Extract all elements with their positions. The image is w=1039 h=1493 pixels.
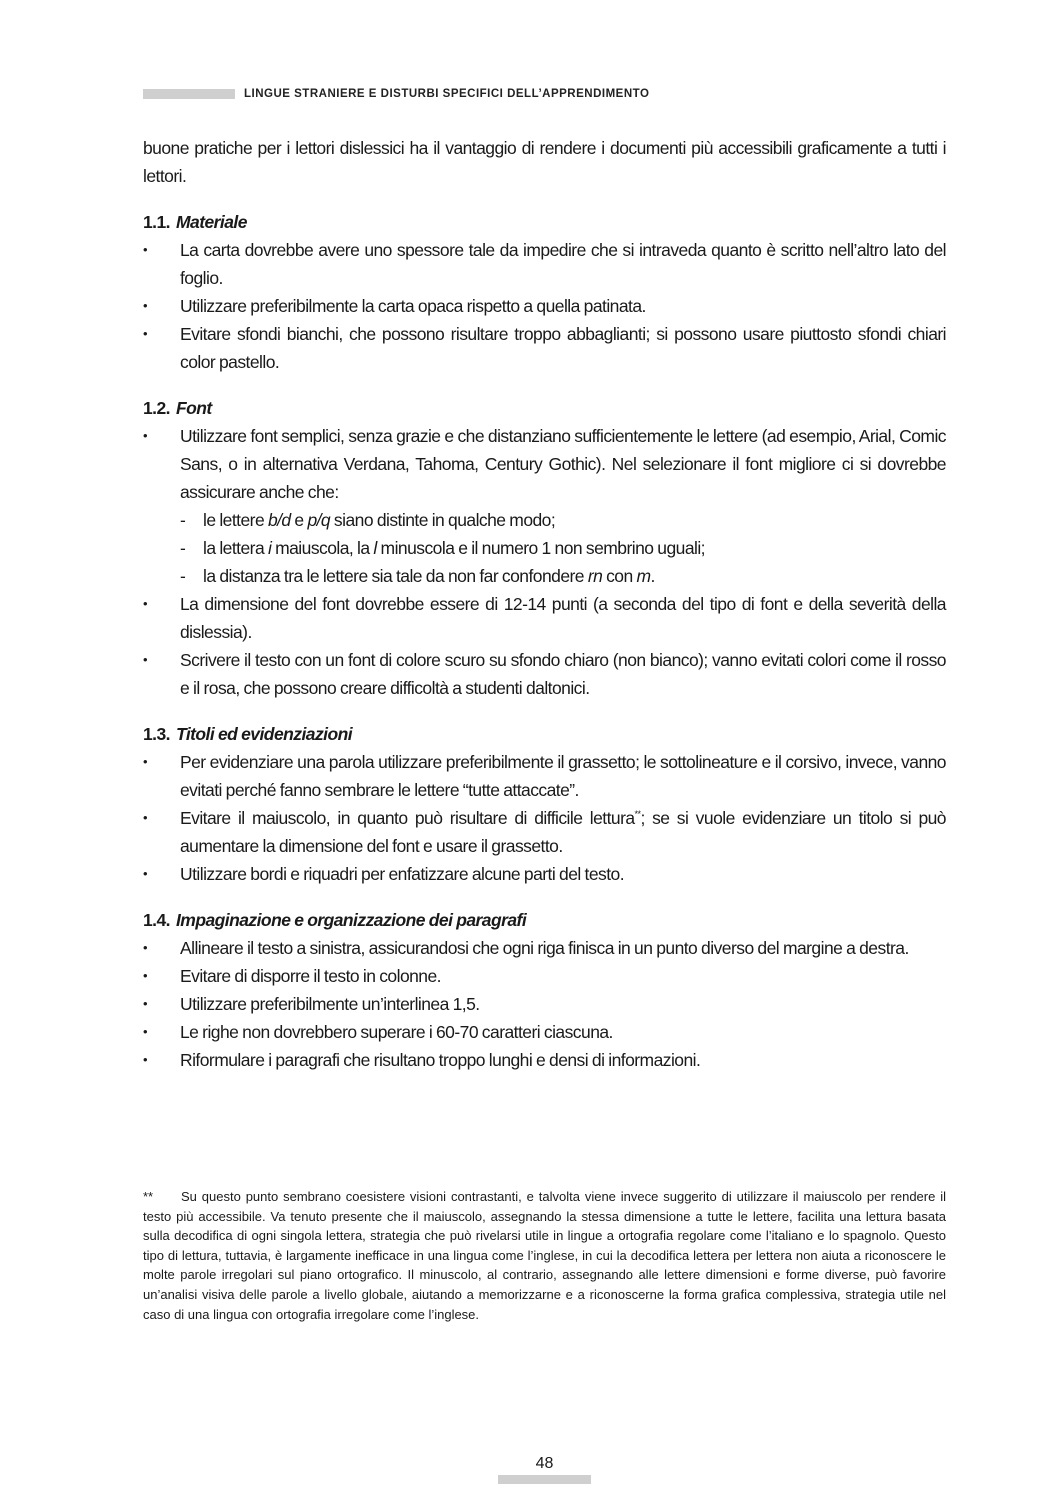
text: maiuscola, la: [271, 538, 374, 558]
section-heading: [143, 906, 946, 934]
list-item: • La dimensione del font dovrebbe essere di 12-14 punti (a seconda del tipo di font e della severità della dislessia).: [143, 590, 946, 646]
page-number: 48: [535, 1455, 554, 1472]
italic-text: p/q: [307, 510, 331, 530]
list-item: [143, 804, 946, 860]
section-number: 1.2.: [143, 398, 170, 418]
text: con: [602, 566, 637, 586]
bullet-list: [143, 236, 946, 376]
main-content: [143, 134, 946, 1074]
list-item: • Evitare sfondi bianchi, che possono risultare troppo abbaglianti; si possono usare piuttosto sfondi chiari color pastello.: [143, 320, 946, 376]
section-materiale: [143, 208, 946, 376]
list-item: • Utilizzare preferibilmente la carta opaca rispetto a quella patinata.: [143, 292, 946, 320]
running-header: [143, 86, 649, 102]
footnote: [143, 1187, 946, 1324]
section-title: Font: [176, 398, 212, 418]
intro-paragraph: buone pratiche per i lettori dislessici ha il vantaggio di rendere i documenti più accessibili graficamente a tutti i lettori.: [143, 138, 946, 186]
list-item: • Per evidenziare una parola utilizzare preferibilmente il grassetto; le sottolineature e il corsivo, invece, vanno evitati perché fanno sembrare le lettere “tutte attaccate”.: [143, 748, 946, 804]
sub-list-item: [180, 506, 946, 534]
text: minuscola e il numero 1 non sembrino uguali;: [376, 538, 705, 558]
section-heading: [143, 720, 946, 748]
bullet-list: [143, 422, 946, 702]
bullet-list: [143, 934, 946, 1074]
list-item-text: Utilizzare font semplici, senza grazie e che distanziano sufficientemente le lettere (ad esempio, Arial, Comic Sans, o in alternativa Verdana, Tahoma, Century Gothic). Nel selezionare il font migliore ci si dovrebbe assicurare anche che:: [180, 426, 946, 502]
list-item: • La carta dovrebbe avere uno spessore tale da impedire che si intraveda quanto è scritto nell’altro lato del foglio.: [143, 236, 946, 292]
list-item: • Evitare di disporre il testo in colonne.: [143, 962, 946, 990]
list-item: • Le righe non dovrebbero superare i 60-70 caratteri ciascuna.: [143, 1018, 946, 1046]
text: .: [650, 566, 655, 586]
section-number: 1.1.: [143, 212, 170, 232]
text: le lettere: [203, 510, 268, 530]
italic-text: b/d: [267, 510, 291, 530]
section-heading: [143, 394, 946, 422]
section-font: [143, 394, 946, 702]
italic-text: i: [267, 538, 272, 558]
text: siano distinte in qualche modo;: [330, 510, 556, 530]
list-item: • Riformulare i paragrafi che risultano troppo lunghi e densi di informazioni.: [143, 1046, 946, 1074]
sub-list-item: [180, 534, 946, 562]
list-item: • Scrivere il testo con un font di colore scuro su sfondo chiaro (non bianco); vanno evitati colori come il rosso e il rosa, che possono creare difficoltà a studenti daltonici.: [143, 646, 946, 702]
header-bar: [143, 89, 235, 99]
text: ; se si vuole evidenziare un titolo si può aumentare la dimensione del font e usare il grassetto.: [180, 808, 946, 856]
bullet-list: [143, 748, 946, 888]
section-heading: [143, 208, 946, 236]
footnote-ref[interactable]: **: [634, 809, 641, 820]
list-item: • Utilizzare bordi e riquadri per enfatizzare alcune parti del testo.: [143, 860, 946, 888]
italic-text: rn: [587, 566, 603, 586]
section-titoli: [143, 720, 946, 888]
text: e: [290, 510, 308, 530]
text: la distanza tra le lettere sia tale da non far confondere: [203, 566, 588, 586]
list-item: • Allineare il testo a sinistra, assicurandosi che ogni riga finisca in un punto diverso del margine a destra.: [143, 934, 946, 962]
sub-list-item: [180, 562, 946, 590]
sub-list: [180, 506, 946, 590]
italic-text: m: [636, 566, 651, 586]
section-number: 1.3.: [143, 724, 170, 744]
list-item: [143, 422, 946, 590]
running-header-title: LINGUE STRANIERE E DISTURBI SPECIFICI DELL’APPRENDIMENTO: [244, 88, 650, 100]
text: la lettera: [203, 538, 268, 558]
section-title: Titoli ed evidenziazioni: [176, 724, 353, 744]
section-impaginazione: [143, 906, 946, 1074]
section-number: 1.4.: [143, 910, 170, 930]
list-item: • Utilizzare preferibilmente un’interlinea 1,5.: [143, 990, 946, 1018]
page-number-bar: [498, 1475, 591, 1484]
section-title: Materiale: [176, 212, 247, 232]
italic-text: l: [373, 538, 377, 558]
section-title: Impaginazione e organizzazione dei paragrafi: [176, 910, 527, 930]
footnote-text: Su questo punto sembrano coesistere visioni contrastanti, e talvolta viene invece suggerito di utilizzare il maiuscolo per rendere il testo più accessibile. Va tenuto presente che il maiuscolo, assegnando la stessa dimensione a tutte le lettere, facilita una lettura basata sulla decodifica di ogni singola lettera, strategia che può rivelarsi utile in lingue a ortografia regolare come l’italiano e lo spagnolo. Questo tipo di lettura, tuttavia, è largamente inefficace in una lingua come l’inglese, in cui la decodifica lettera per lettera non aiuta a riconoscere le molte parole irregolari sul piano ortografico. Il minuscolo, al contrario, assegnando alle lettere dimensioni e forme diverse, può favorire un’analisi visiva delle parole a livello globale, aiutando a memorizzarne e a riconoscerne la forma grafica complessiva, strategia utile nel caso di una lingua con ortografia irregolare come l’inglese.: [143, 1189, 946, 1322]
footnote-mark: **: [143, 1189, 154, 1204]
text: Evitare il maiuscolo, in quanto può risultare di difficile lettura: [180, 808, 635, 828]
